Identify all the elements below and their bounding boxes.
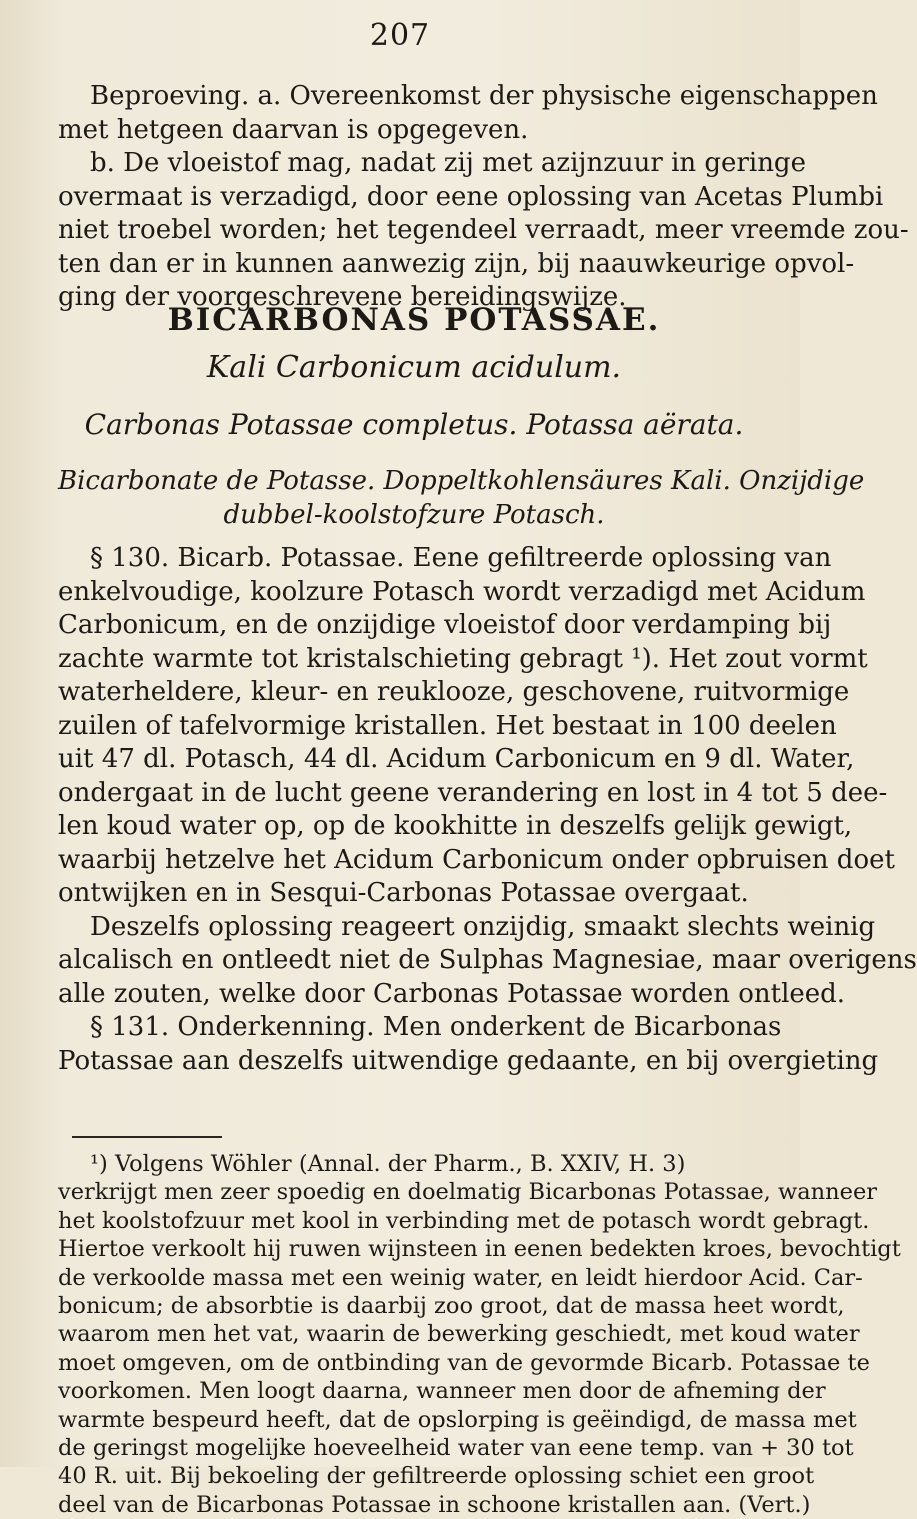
text-line: zuilen of tafelvormige kristallen. Het bestaat in 100 deelen — [58, 710, 837, 741]
footnote-line: voorkomen. Men loogt daarna, wanneer men door de afneming der — [58, 1378, 826, 1405]
footnote-line: Hiertoe verkoolt hij ruwen wijnsteen in eenen bedekten kroes, bevochtigt — [58, 1236, 901, 1263]
text-line: alcalisch en ontleedt niet de Sulphas Magnesiae, maar overigens — [58, 945, 917, 975]
text-line: ondergaat in de lucht geene verandering en lost in 4 tot 5 dee- — [58, 777, 888, 808]
footnote-line: bonicum; de absorbtie is daarbij zoo groot, dat de massa heet wordt, — [58, 1292, 845, 1319]
text-line: ten dan er in kunnen aanwezig zijn, bij naauwkeurige opvol- — [58, 248, 855, 279]
text-line: met hetgeen daarvan is opgegeven. — [58, 114, 529, 145]
text-line: Potassae aan deszelfs uitwendige gedaante, en bij overgieting — [58, 1045, 879, 1076]
section-subtitle: Kali Carbonicum acidulum. — [206, 350, 622, 385]
text-line: ontwijken en in Sesqui-Carbonas Potassae overgaat. — [58, 878, 749, 908]
footnote-divider — [72, 1136, 222, 1138]
footnote-line: verkrijgt men zeer spoedig en doelmatig Bicarbonas Potassae, wanneer — [58, 1179, 878, 1206]
footnote-line: moet omgeven, om de ontbinding van de gevormde Bicarb. Potassae te — [58, 1349, 870, 1376]
footnote-line: ¹) Volgens Wöhler (Annal. der Pharm., B. XXIV, H. 3) — [90, 1151, 686, 1177]
footnote-line: de geringst mogelijke hoeveelheid water van eene temp. van + 30 tot — [58, 1434, 854, 1461]
text-line: alle zouten, welke door Carbonas Potassae worden ontleed. — [58, 978, 846, 1009]
footnote-line: warmte bespeurd heeft, dat de opslorping is geëindigd, de massa met — [58, 1406, 857, 1433]
text-line: waterheldere, kleur- en reuklooze, geschovene, ruitvormige — [58, 677, 850, 707]
text-line: Beproeving. a. Overeenkomst der physische eigenschappen — [90, 81, 878, 111]
footnote-line: het koolstofzuur met kool in verbinding met de potasch wordt gebragt. — [58, 1207, 870, 1234]
text-line: enkelvoudige, koolzure Potasch wordt verzadigd met Acidum — [58, 576, 866, 607]
text-line: Deszelfs oplossing reageert onzijdig, smaakt slechts weinig — [90, 911, 876, 942]
text-line: overmaat is verzadigd, door eene oplossing van Acetas Plumbi — [58, 181, 884, 212]
intro-paragraph — [58, 80, 909, 315]
footnote-line: de verkoolde massa met een weinig water, en leidt hierdoor Acid. Car- — [58, 1264, 863, 1291]
text-line: § 131. Onderkenning. Men onderkent de Bicarbonas — [90, 1012, 782, 1042]
footnote — [58, 1150, 901, 1519]
text-line: len koud water op, op de kookhitte in deszelfs gelijk gewigt, — [58, 811, 853, 841]
section-foreign-names: Bicarbonate de Potasse. Doppeltkohlensäures Kali. Onzijdige — [58, 466, 865, 496]
text-line: uit 47 dl. Potasch, 44 dl. Acidum Carbonicum en 9 dl. Water, — [58, 744, 855, 774]
section-title: BICARBONAS POTASSAE. — [167, 302, 661, 338]
section-foreign-names-cont: dubbel-koolstofzure Potasch. — [223, 500, 605, 530]
footnote-line: 40 R. uit. Bij bekoeling der gefiltreerde oplossing schiet een groot — [58, 1463, 815, 1490]
section-synonyms: Carbonas Potassae completus. Potassa aërata. — [84, 408, 744, 441]
body-paragraphs — [58, 542, 917, 1078]
page-number: 207 — [369, 18, 431, 53]
text-line: niet troebel worden; het tegendeel verraadt, meer vreemde zou- — [58, 215, 909, 245]
text-line: Carbonicum, en de onzijdige vloeistof door verdamping bij — [58, 610, 832, 640]
text-line: § 130. Bicarb. Potassae. Eene gefiltreerde oplossing van — [90, 543, 832, 573]
text-line: zachte warmte tot kristalschieting gebragt ¹). Het zout vormt — [58, 643, 868, 674]
text-line: ging der voorgeschrevene bereidingswijze. — [58, 282, 627, 312]
text-line: waarbij hetzelve het Acidum Carbonicum onder opbruisen doet — [58, 844, 895, 875]
footnote-line: deel van de Bicarbonas Potassae in schoone kristallen aan. (Vert.) — [58, 1491, 811, 1518]
text-line: b. De vloeistof mag, nadat zij met azijnzuur in geringe — [90, 148, 806, 178]
footnote-line: waarom men het vat, waarin de bewerking geschiedt, met koud water — [58, 1321, 860, 1348]
